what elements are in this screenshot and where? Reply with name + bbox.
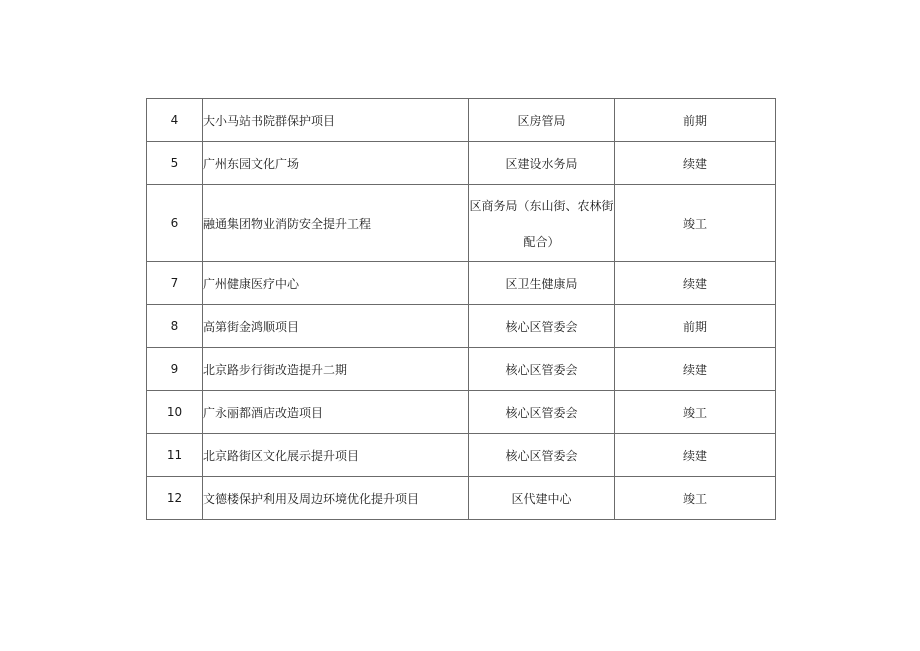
table-row: [147, 142, 776, 185]
project-status: 续建: [615, 142, 776, 185]
project-name: 广州健康医疗中心: [203, 262, 469, 305]
project-name: 北京路街区文化展示提升项目: [203, 434, 469, 477]
responsible-dept: 核心区管委会: [469, 434, 615, 477]
table-row: [147, 477, 776, 520]
project-name: 文德楼保护利用及周边环境优化提升项目: [203, 477, 469, 520]
project-status: 前期: [615, 305, 776, 348]
table-row: [147, 305, 776, 348]
row-number: 9: [147, 348, 203, 391]
row-number: 5: [147, 142, 203, 185]
project-status: 续建: [615, 434, 776, 477]
project-status: 续建: [615, 262, 776, 305]
project-name: 大小马站书院群保护项目: [203, 99, 469, 142]
responsible-dept: 核心区管委会: [469, 391, 615, 434]
table-row: [147, 99, 776, 142]
table-row: [147, 434, 776, 477]
project-name: 广永丽都酒店改造项目: [203, 391, 469, 434]
row-number: 8: [147, 305, 203, 348]
row-number: 12: [147, 477, 203, 520]
responsible-dept: 核心区管委会: [469, 305, 615, 348]
responsible-dept: 区建设水务局: [469, 142, 615, 185]
table-row: [147, 348, 776, 391]
responsible-dept: 区房管局: [469, 99, 615, 142]
project-status: 续建: [615, 348, 776, 391]
responsible-dept: 核心区管委会: [469, 348, 615, 391]
table-row: [147, 185, 776, 262]
responsible-dept: 区代建中心: [469, 477, 615, 520]
project-name: 广州东园文化广场: [203, 142, 469, 185]
row-number: 4: [147, 99, 203, 142]
project-status: 竣工: [615, 477, 776, 520]
table-row: [147, 262, 776, 305]
row-number: 7: [147, 262, 203, 305]
project-status: 竣工: [615, 185, 776, 262]
project-table: [146, 98, 776, 520]
table-row: [147, 391, 776, 434]
responsible-dept: 区商务局（东山街、农林街配合）: [469, 185, 615, 262]
row-number: 6: [147, 185, 203, 262]
project-name: 融通集团物业消防安全提升工程: [203, 185, 469, 262]
responsible-dept: 区卫生健康局: [469, 262, 615, 305]
row-number: 10: [147, 391, 203, 434]
project-status: 前期: [615, 99, 776, 142]
project-name: 高第街金鸿顺项目: [203, 305, 469, 348]
project-name: 北京路步行街改造提升二期: [203, 348, 469, 391]
project-status: 竣工: [615, 391, 776, 434]
row-number: 11: [147, 434, 203, 477]
